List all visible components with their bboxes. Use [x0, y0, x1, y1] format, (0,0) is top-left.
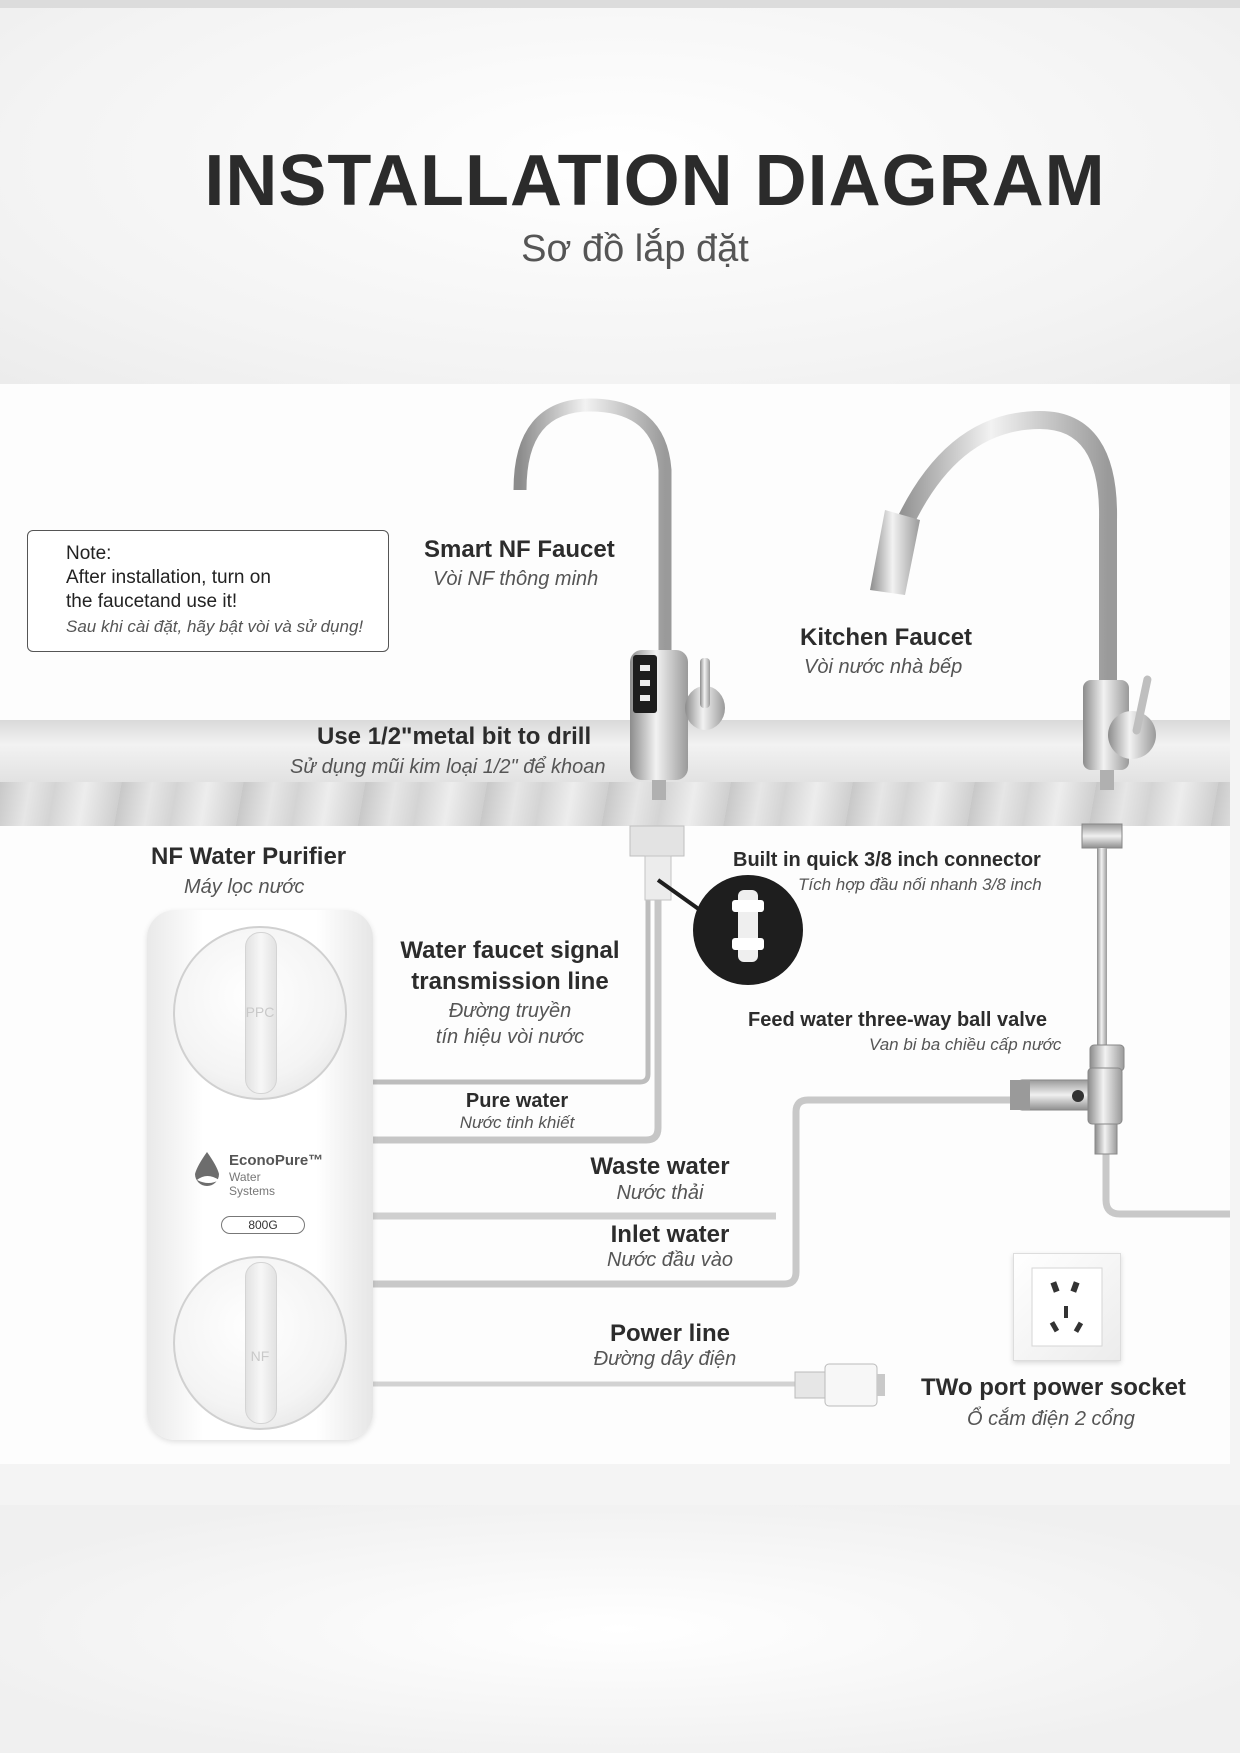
ball-valve-icon: [1010, 824, 1124, 1154]
socket-label-vi: Ổ cắm điện 2 cổng: [967, 1408, 1135, 1430]
page-subtitle: Sơ đồ lắp đặt: [521, 228, 749, 270]
note-heading: Note:: [66, 543, 112, 564]
kitchen-faucet-label: Kitchen Faucet: [800, 624, 973, 651]
ball-valve-label: Feed water three-way ball valve: [748, 1009, 1048, 1031]
feed-supply-pipe: [1106, 1150, 1230, 1214]
pure-water-label-vi: Nước tinh khiết: [459, 1113, 575, 1132]
filter-knob-ppc: [173, 926, 347, 1100]
smart-faucet-label: Smart NF Faucet: [424, 536, 615, 563]
kitchen-faucet-label-vi: Vòi nước nhà bếp: [804, 656, 963, 678]
waste-water-label-vi: Nước thải: [616, 1182, 704, 1204]
knob-label-nf: NF: [250, 1348, 270, 1364]
note-vietnamese: Sau khi cài đặt, hãy bật vòi và sử dụng!: [66, 617, 364, 636]
power-line-label-vi: Đường dây điện: [593, 1348, 737, 1370]
ball-valve-label-vi: Van bi ba chiều cấp nước: [869, 1035, 1062, 1054]
socket-label: TWo port power socket: [921, 1374, 1186, 1401]
note-box: [27, 530, 389, 652]
waste-water-label: Waste water: [590, 1153, 730, 1180]
pure-water-label: Pure water: [465, 1090, 569, 1112]
signal-line-label-vi-1: Đường truyền: [448, 1000, 572, 1022]
drill-label: Use 1/2"metal bit to drill: [317, 723, 592, 750]
signal-line-label-1: Water faucet signal: [400, 937, 620, 964]
power-socket-icon: [1013, 1253, 1121, 1361]
brand-name: EconoPure™: [229, 1152, 324, 1169]
smart-faucet-label-vi: Vòi NF thông minh: [433, 568, 599, 590]
inlet-water-label: Inlet water: [610, 1221, 730, 1248]
nf-water-purifier: [147, 910, 373, 1440]
signal-line-label-vi-2: tín hiệu vòi nước: [435, 1026, 585, 1048]
purifier-label-vi: Máy lọc nước: [184, 876, 305, 898]
inlet-water-label-vi: Nước đầu vào: [607, 1249, 733, 1271]
power-plug-icon: [795, 1364, 885, 1406]
connector-label-vi: Tích hợp đầu nối nhanh 3/8 inch: [798, 875, 1042, 894]
econopure-brand: [187, 1150, 324, 1199]
purifier-label: NF Water Purifier: [151, 843, 347, 870]
brand-subtitle: Water Systems: [229, 1170, 276, 1198]
faucet-connector: [630, 826, 684, 900]
note-line-1: After installation, turn on: [66, 567, 271, 588]
power-line-label: Power line: [609, 1320, 731, 1347]
connector-label: Built in quick 3/8 inch connector: [733, 849, 1041, 871]
kitchen-faucet-icon: [870, 420, 1156, 790]
signal-line-label-2: transmission line: [411, 968, 609, 995]
quick-connector-icon: [658, 875, 803, 985]
note-line-2: the faucetand use it!: [66, 591, 238, 612]
filter-knob-nf: [173, 1256, 347, 1430]
page-title: INSTALLATION DIAGRAM: [204, 141, 1106, 221]
econopure-logo-icon: [187, 1150, 227, 1194]
drill-label-vi: Sử dụng mũi kim loại 1/2" để khoan: [290, 756, 606, 778]
knob-label-ppc: PPC: [245, 1004, 275, 1020]
model-badge: 800G: [221, 1216, 305, 1234]
